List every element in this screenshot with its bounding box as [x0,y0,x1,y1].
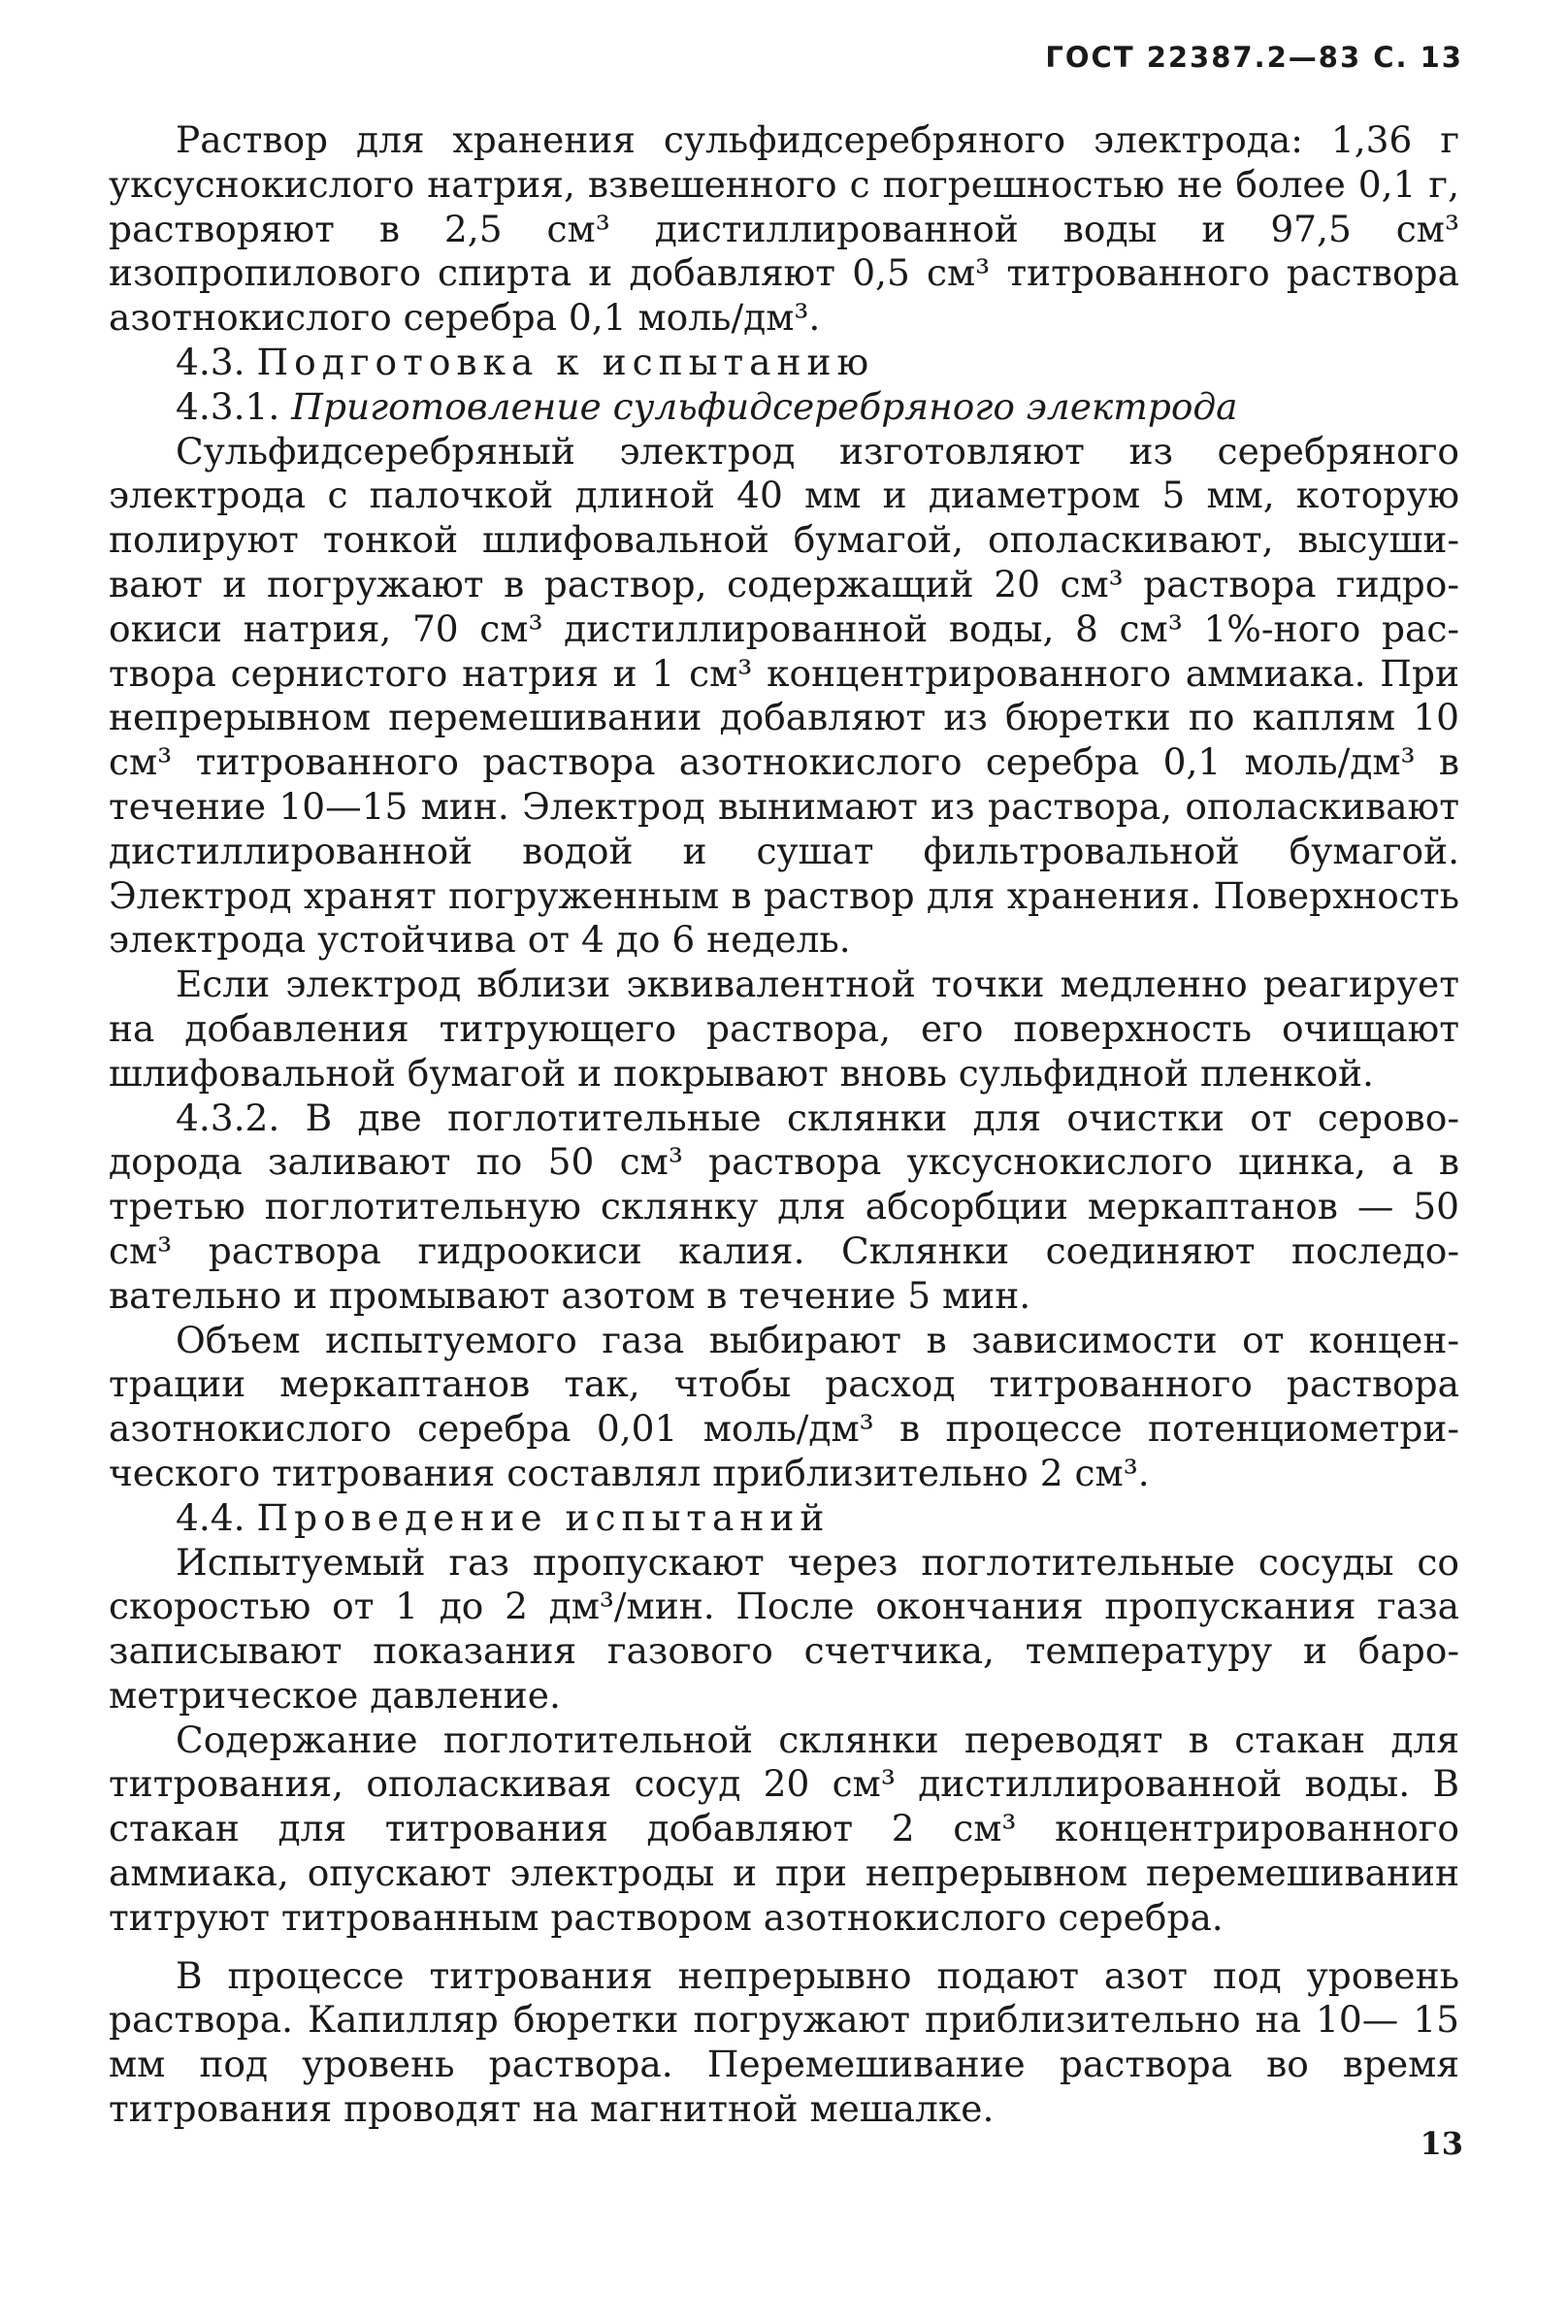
running-header: ГОСТ 22387.2—83 С. 13 [1045,41,1463,74]
body-text [109,118,1459,2132]
section-number: 4.4. [176,1495,245,1539]
page-number: 13 [1420,2125,1463,2162]
paragraph-gas-flow: Испытуемый газ пропускают через поглотительные сосуды со скоростью от 1 до 2 дм³/мин. После окончания пропускания газа записывают показания газового счетчика, температуру и барометрическое давление. [109,1540,1459,1717]
section-4-4-heading [109,1496,1459,1541]
section-4-3-heading [109,341,1459,385]
section-4-3-1-heading [109,385,1459,430]
paragraph-titration-process: В процессе титрования непрерывно подают азот под уровень раствора. Капилляр бюретки погружают приблизительно на 10— 15 мм под уровень раствора. Перемешивание раствора во время титрования проводят на магнитной мешалке. [109,1953,1459,2131]
paragraph-4-3-2: 4.3.2. В две поглотительные склянки для очистки от сероводорода заливают по 50 см³ раствора уксуснокислого цинка, а в третью поглотительную склянку для абсорбции меркаптанов — 50 см³ раствора гидроокиси калия. Склянки соединяют последовательно и промывают азотом в течение 5 мин. [109,1096,1459,1317]
paragraph-electrode-cleaning: Если электрод вблизи эквивалентной точки медленно реагирует на добавления титрующего раствора, его поверхность очищают шлифовальной бумагой и покрывают вновь сульфидной пленкой. [109,963,1459,1095]
paragraph-titration-transfer: Содержание поглотительной склянки переводят в стакан для титрования, ополаскивая сосуд 20 см³ дистиллированной воды. В стакан для титрования добавляют 2 см³ концентрированного аммиака, опускают электроды и при непрерывном перемешиванин титруют титрованным раствором азотнокислого серебра. [109,1718,1459,1939]
paragraph-electrode-preparation: Сульфидсеребряный электрод изготовляют из серебряного электрода с палочкой длиной 40 мм и диаметром 5 мм, которую полируют тонкой шлифовальной бумагой, ополаскивают, высушивают и погружают в раствор, содержащий 20 см³ раствора гидроокиси натрия, 70 см³ дистиллированной воды, 8 см³ 1%-ного раствора сернистого натрия и 1 см³ концентрированного аммиака. При непрерывном перемешивании добавляют из бюретки по каплям 10 см³ титрованного раствора азотнокислого серебра 0,1 моль/дм³ в течение 10—15 мин. Электрод вынимают из раствора, ополаскивают дистиллированной водой и сушат фильтровальной бумагой. Электрод хранят погруженным в раствор для хранения. Поверхность электрода устойчива от 4 до 6 недель. [109,429,1459,962]
section-title: Подготовка к испытанию [256,340,875,383]
section-title: Проведение испытаний [256,1495,831,1539]
paragraph-storage-solution: Раствор для хранения сульфидсеребряного электрода: 1,36 г уксуснокислого натрия, взвешенного с погрешностью не более 0,1 г, растворяют в 2,5 см³ дистиллированной воды и 97,5 см³ изопропилового спирта и добавляют 0,5 см³ титрованного раствора азотнокислого серебра 0,1 моль/дм³. [109,118,1459,340]
section-number: 4.3.1. [176,384,280,428]
section-number: 4.3. [176,340,245,383]
paragraph-gas-volume: Объем испытуемого газа выбирают в зависимости от концентрации меркаптанов так, чтобы расход титрованного раствора азотнокислого серебра 0,01 моль/дм³ в процессе потенциометрического титрования составлял приблизительно 2 см³. [109,1318,1459,1494]
section-title: Приготовление сульфидсеребряного электрода [291,384,1238,428]
